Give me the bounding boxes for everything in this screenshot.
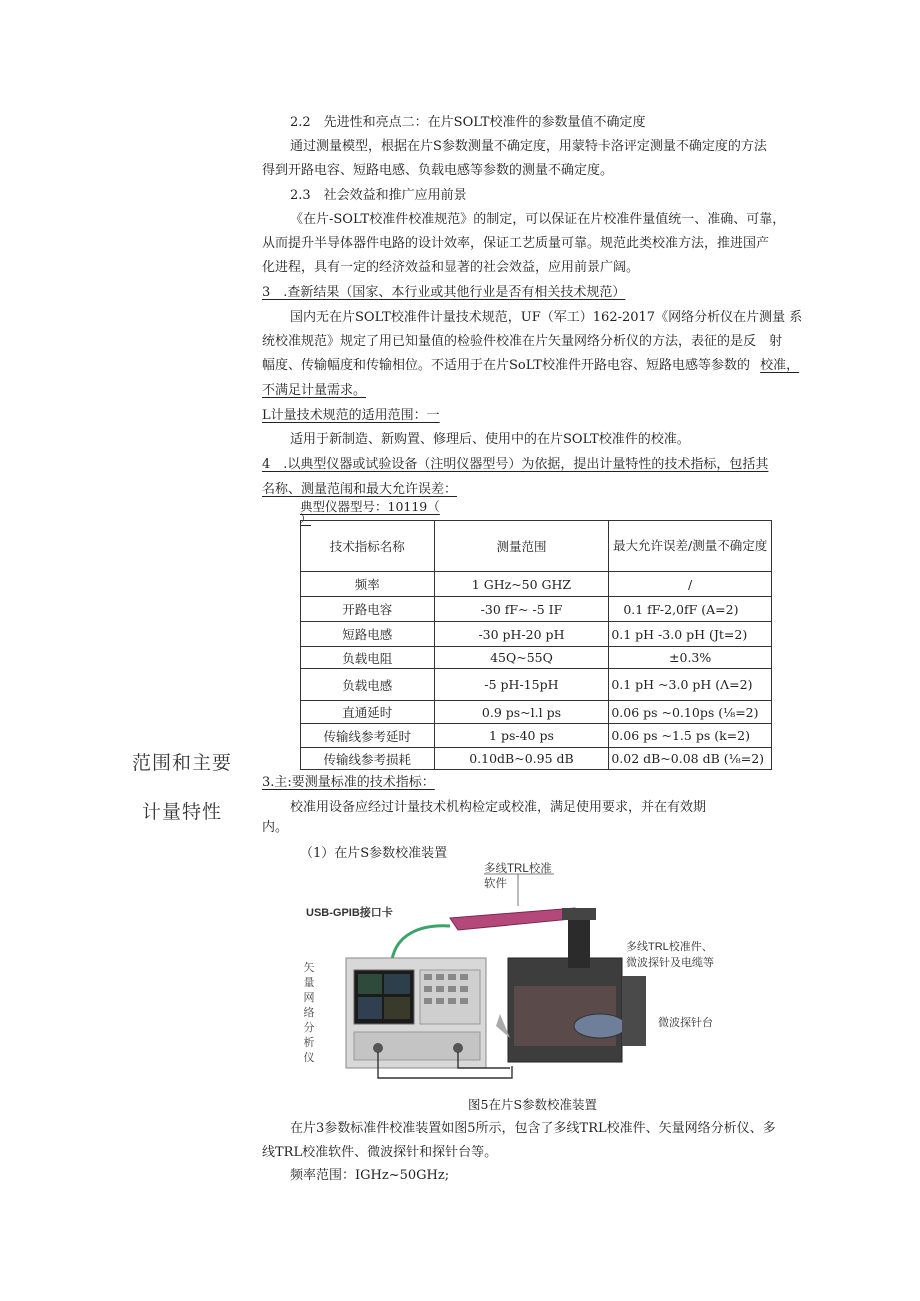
figure-label-calibration-kit-line2: 微波探针及电缆等 <box>626 957 714 969</box>
table-cell: 45Q~55Q <box>434 647 609 669</box>
calibration-setup-figure <box>300 863 750 1096</box>
table-row <box>301 647 772 669</box>
figure-label-software-line2: 软件 <box>484 878 507 890</box>
section-2-3-title: 2.3 社会效益和推广应用前景 <box>290 188 467 203</box>
section-3b-paragraph-line2: 内。 <box>262 820 289 835</box>
figure-label-vna-char: 析 <box>303 1037 315 1049</box>
side-label-range: 范围和主要 <box>132 752 233 774</box>
table-cell: / <box>609 572 772 597</box>
section-3b-paragraph-line1: 校准用设备应经过计量技术机构检定或校准，满足使用要求，并在有效期 <box>290 800 707 815</box>
section-4-paragraph-line2 <box>262 482 457 498</box>
section-2-2-paragraph-line2: 得到开路电容、短路电感、负载电感等参数的测量不确定度。 <box>262 163 614 178</box>
table-header-cell: 测量范围 <box>434 521 609 572</box>
figure-caption: 图5在片S参数校准装置 <box>468 1097 598 1112</box>
table-cell: 传输线参考损耗 <box>301 748 435 770</box>
vna-port <box>453 1043 463 1053</box>
figure-label-vna-char: 分 <box>303 1022 315 1034</box>
after-figure-paragraph-line1: 在片3参数标准件校准装置如图5所示，包含了多线TRL校准件、矢量网络分析仪、多 <box>290 1121 776 1136</box>
probe-station-side <box>622 976 646 1046</box>
table-cell: 0.9 ps~l.l ps <box>434 701 609 724</box>
vna-screen-pane <box>358 974 382 994</box>
figure-label-calibration-kit: 多线TRL校准件、 <box>626 941 713 953</box>
table-cell: 0.06 ps ~0.10ps (⅛=2) <box>609 701 772 724</box>
figure-label-vna-char: 网 <box>303 992 315 1004</box>
side-label-metrology: 计量特性 <box>142 801 223 823</box>
section-3-paragraph-line3 <box>262 358 799 374</box>
table-row <box>301 572 772 597</box>
table-cell: ±0.3% <box>609 647 772 669</box>
section-4-paragraph-line2-text: 称、测量范闱和最大允许误差： <box>275 482 458 497</box>
section-2-2-title: 2.2 先进性和亮点二：在片SOLT校准件的参数量值不确定度 <box>290 115 646 130</box>
table-cell: 频率 <box>301 572 435 597</box>
figure-label-vna-char: 矢 <box>303 962 315 974</box>
table-cell: -30 pH-20 pH <box>434 622 609 647</box>
table-cell: 负载电阻 <box>301 647 435 669</box>
table-cell: 0.02 dB~0.08 dB (⅛=2) <box>609 748 772 770</box>
section-4-paragraph-line2-underlined: 名 <box>262 482 276 497</box>
table-cell: 0.1 pH -3.0 pH (Jt=2) <box>609 622 772 647</box>
item-1-title: （1）在片S参数校准装置 <box>300 846 448 861</box>
table-cell: -5 pH-15pH <box>434 669 609 701</box>
vna-screen-pane <box>358 997 382 1019</box>
table-cell: 0.10dB~0.95 dB <box>434 748 609 770</box>
figure-label-vna <box>302 961 316 1066</box>
table-header-row <box>301 521 772 572</box>
figure-label-software: 多线TRL校准 <box>484 863 552 875</box>
figure-label-vna-char: 量 <box>303 977 315 989</box>
figure-label-vna-char: 仪 <box>303 1052 315 1064</box>
probe-station-chuck <box>574 1014 626 1038</box>
section-3-paragraph-line4: 不满足计量需求。 <box>262 383 367 398</box>
figure-label-gpib: USB-GPIB接口卡 <box>306 907 393 919</box>
table-cell: 1 ps-40 ps <box>434 724 609 748</box>
typical-model-line2: ） <box>300 512 311 525</box>
table-row <box>301 701 772 724</box>
section-3b-title: 3.主:要测量标准的技术指标： <box>262 775 435 790</box>
section-l-paragraph: 适用于新制造、新购置、修理后、使用中的在片SOLT校准件的校准。 <box>290 432 690 447</box>
table-row <box>301 669 772 701</box>
calibration-setup-illustration <box>300 866 750 1096</box>
table-cell: 负载电感 <box>301 669 435 701</box>
section-2-2-paragraph-line1: 通过测量模型，根据在片S参数测量不确定度，用蒙特卡洛评定测量不确定度的方法 <box>290 139 767 154</box>
section-3-paragraph-line2: 统校准规范》规定了用已知量值的检验件校准在片矢量网络分析仪的方法，表征的是反 射 <box>262 334 783 349</box>
table-cell: 1 GHz~50 GHZ <box>434 572 609 597</box>
table-cell: 传输线参考延时 <box>301 724 435 748</box>
section-3-paragraph-line3-text: 幅度、传输幅度和传输相位。不适用于在片SoLT校准件开路电容、短路电感等参数的 <box>262 358 750 373</box>
table-cell: 0.1 pH ~3.0 pH (Λ=2) <box>609 669 772 701</box>
vna-port <box>373 1043 383 1053</box>
vna-screen-pane <box>384 974 410 994</box>
vna-screen-pane <box>384 997 410 1019</box>
table-cell: 0.1 fF-2,0fF (A=2) <box>609 597 772 622</box>
after-figure-paragraph-line2: 线TRL校准软件、微波探针和探针台等。 <box>262 1145 498 1160</box>
table-cell: 0.06 ps ~1.5 ps (k=2) <box>609 724 772 748</box>
section-4-paragraph-line1: 4 .以典型仪器或试验设备（注明仪器型号）为依据，提出计量特性的技术指标，包括其 <box>262 457 769 472</box>
table-cell: 开路电容 <box>301 597 435 622</box>
figure-label-probe-station: 微波探针台 <box>658 1017 713 1029</box>
table-cell: 直通延时 <box>301 701 435 724</box>
typical-model-line1: 典型仪器型号：10119（ <box>300 499 440 514</box>
section-2-3-paragraph-line1: 《在片-SOLT校准件校准规范》的制定，可以保证在片校准件量值统一、准确、可靠， <box>290 212 786 227</box>
probe-station-microscope-head <box>562 908 596 920</box>
frequency-range: 频率范围：IGHz~50GHz; <box>290 1168 450 1183</box>
probe-station-microscope <box>568 916 590 968</box>
section-l-title: L计量技术规范的适用范围：一 <box>262 408 440 423</box>
table-cell: 短路电感 <box>301 622 435 647</box>
section-2-3-paragraph-line2: 从而提升半导体器件电路的设计效率，保证工艺质量可靠。规范此类校准方法，推进国产 <box>262 236 770 251</box>
figure-label-vna-char: 络 <box>303 1007 315 1019</box>
table-row <box>301 597 772 622</box>
section-3-title: 3 .查新结果（国家、本行业或其他行业是否有相关技术规范） <box>262 285 626 300</box>
section-3-paragraph-line3-underlined: 校准， <box>760 358 800 373</box>
section-3-paragraph-line1: 国内无在片SOLT校准件计量技术规范，UF（军工）162-2017《网络分析仪在片测量 系 <box>290 310 803 325</box>
table-row <box>301 622 772 647</box>
section-2-3-paragraph-line3: 化进程，具有一定的经济效益和显著的社会效益，应用前景广阔。 <box>262 260 640 275</box>
table-row <box>301 748 772 770</box>
table-header-cell: 技术指标名称 <box>301 521 435 572</box>
spec-table <box>300 520 772 770</box>
table-header-cell: 最大允许误差/测量不确定度 <box>609 521 772 572</box>
gpib-cable <box>392 926 450 960</box>
table-row <box>301 724 772 748</box>
table-cell: -30 fF~ -5 IF <box>434 597 609 622</box>
